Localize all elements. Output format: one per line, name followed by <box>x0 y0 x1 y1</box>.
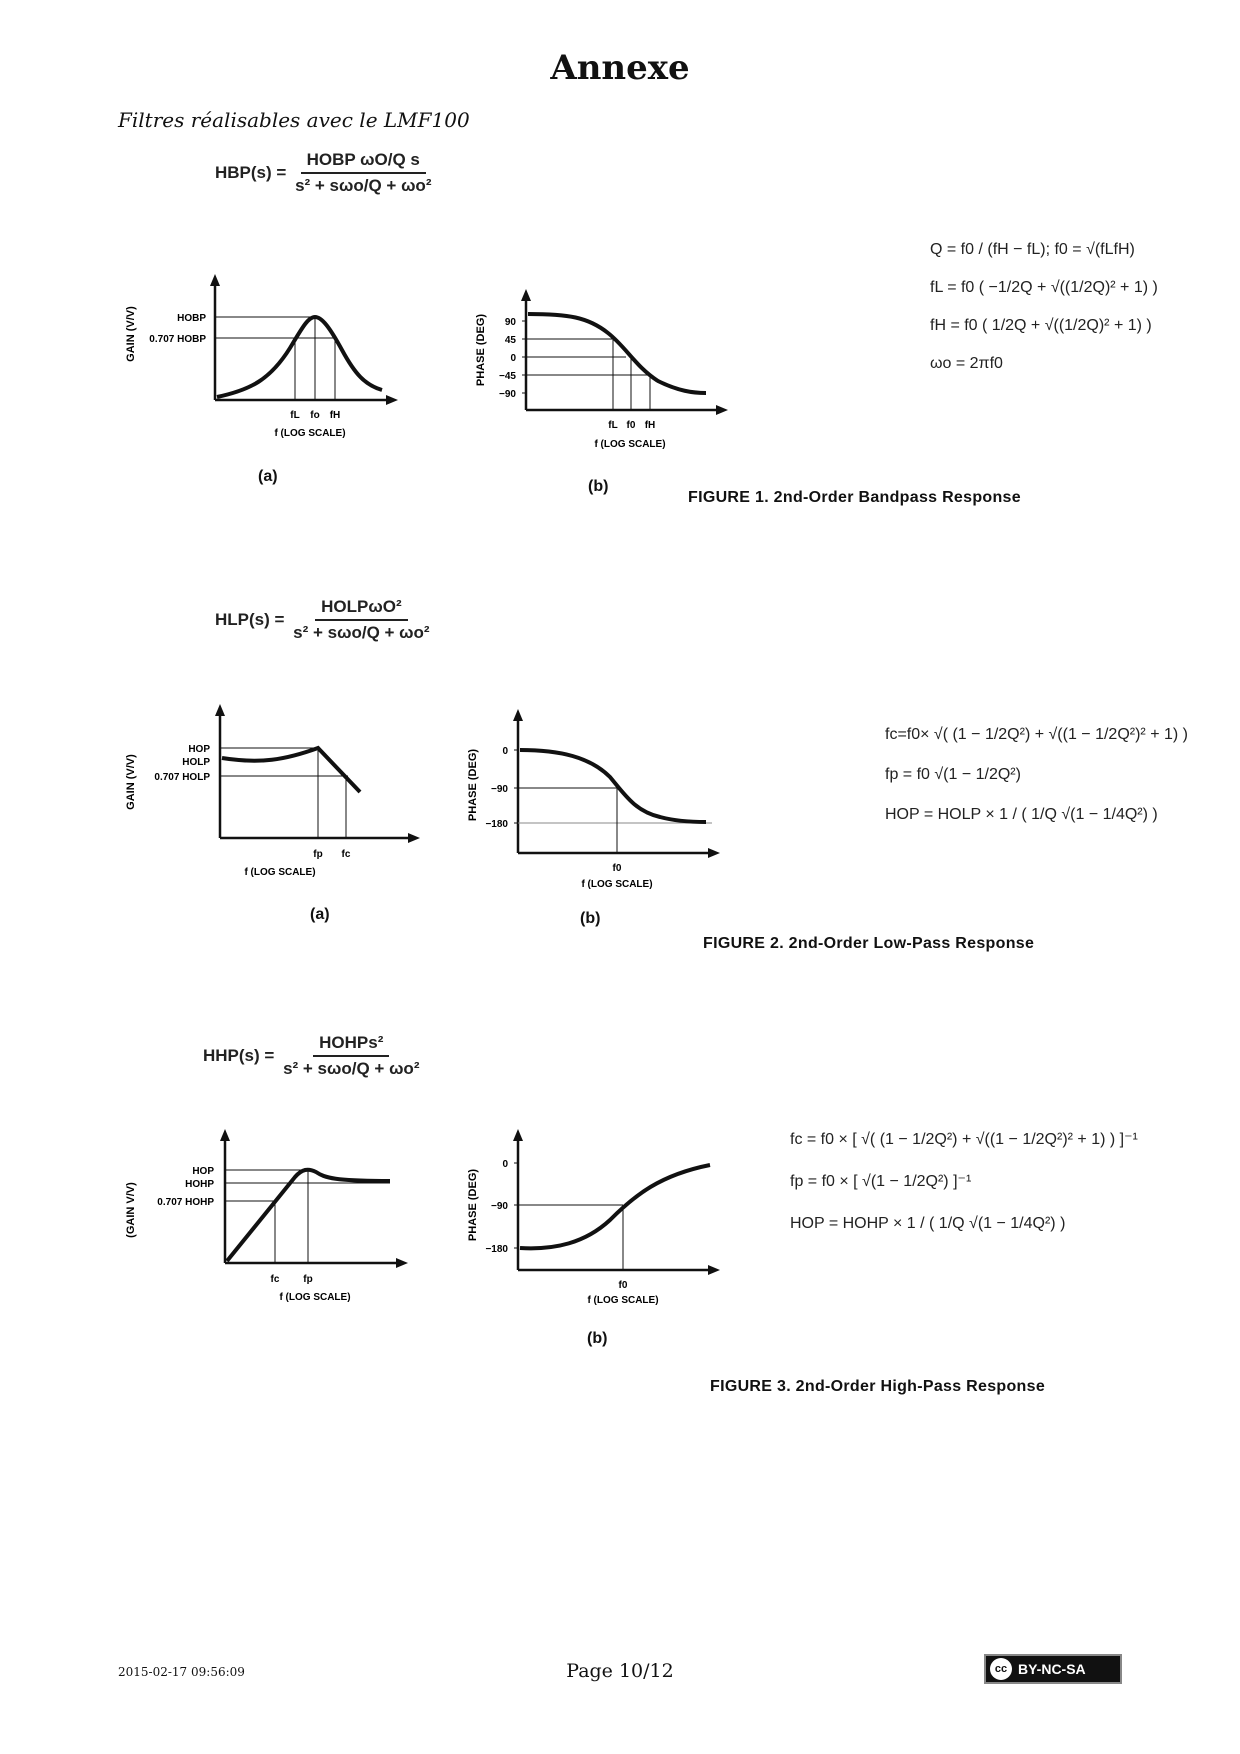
footer-page-number: Page 10/12 <box>566 1660 674 1682</box>
fig2-tf-numerator: HOLPωO² <box>315 597 407 621</box>
fig2-phase-y-arrow <box>513 709 523 721</box>
fig2-gain-x-arrow <box>408 833 420 843</box>
fig3-gain-ylabel: (GAIN V/V) <box>125 1182 137 1238</box>
fig3-gain-fc-label: fc <box>270 1274 280 1285</box>
fig3-phase-x-arrow <box>708 1265 720 1275</box>
fig3-eq-fp: fp = f0 × [ √(1 − 1/2Q²) ]⁻¹ <box>790 1173 972 1190</box>
fig1-phase-fl-label: fL <box>608 420 618 431</box>
fig3-gain-hohp-label: HOHP <box>185 1179 214 1190</box>
fig2-eq-fp: fp = f0 √(1 − 1/2Q²) <box>885 766 1021 783</box>
fig2-tf-denominator: s² + sωo/Q + ωo² <box>293 623 430 642</box>
fig3-tf-numerator: HOHPs² <box>313 1033 389 1057</box>
fig1-gain-fo-label: fo <box>310 410 320 421</box>
fig1-phase-chart <box>468 285 738 460</box>
fig2-gain-curve <box>222 748 360 792</box>
fig1-phase-y-arrow <box>521 289 531 301</box>
fig3-phase-xlabel: f (LOG SCALE) <box>587 1295 659 1306</box>
fig3-phase-ylabel: PHASE (DEG) <box>467 1168 479 1242</box>
fig3-phase-f0-label: f0 <box>618 1280 628 1291</box>
fig3-gain-fp-label: fp <box>303 1274 313 1285</box>
fig1-phase-fh-label: fH <box>644 420 656 431</box>
fig1-tf-numerator: HOBP ωO/Q s <box>301 150 426 174</box>
fig2-eq-hop: HOP = HOLP × 1 / ( 1/Q √(1 − 1/4Q²) ) <box>885 806 1158 823</box>
fig1-gain-curve <box>217 317 382 397</box>
license-badge[interactable] <box>984 1654 1122 1684</box>
fig2-phase-f0-label: f0 <box>612 863 622 874</box>
fig3-caption: FIGURE 3. 2nd-Order High-Pass Response <box>710 1378 1046 1395</box>
fig2-panel-b: (b) <box>580 910 601 927</box>
fig2-phase-ylabel: PHASE (DEG) <box>467 748 479 822</box>
fig1-phase-f0-label: f0 <box>626 420 636 431</box>
fig3-gain-chart <box>120 1125 420 1310</box>
fig3-eq-fc: fc = f0 × [ √( (1 − 1/2Q²) + √((1 − 1/2Q²)² + 1) ) ]⁻¹ <box>790 1131 1138 1148</box>
fig1-phase-ylabel: PHASE (DEG) <box>475 313 487 387</box>
fig1-eq-fh: fH = f0 ( 1/2Q + √((1/2Q)² + 1) ) <box>930 317 1152 334</box>
fig2-gain-fc-label: fc <box>341 849 351 860</box>
fig1-eq-fl: fL = f0 ( −1/2Q + √((1/2Q)² + 1) ) <box>930 279 1158 296</box>
fig1-gain-0707-label: 0.707 HOBP <box>149 334 206 345</box>
fig2-eq-fc: fc=f0× √( (1 − 1/2Q²) + √((1 − 1/2Q²)² + 1) ) <box>885 726 1188 743</box>
fig3-gain-0707-label: 0.707 HOHP <box>157 1197 214 1208</box>
fig1-phase-ticks <box>499 317 526 400</box>
fig1-panel-b: (b) <box>588 478 609 495</box>
phase-tick-label: 0 <box>510 353 516 364</box>
phase-tick-label: −90 <box>499 389 516 400</box>
fig1-phase-curve <box>528 314 706 393</box>
fig2-gain-chart <box>120 700 430 885</box>
phase-tick-label: −180 <box>485 819 508 830</box>
fig2-gain-hop-label: HOP <box>188 744 210 755</box>
fig2-phase-ticks <box>485 746 518 830</box>
fig3-phase-ticks <box>485 1159 518 1255</box>
fig2-gain-fp-label: fp <box>313 849 323 860</box>
phase-tick-label: −90 <box>491 1201 508 1212</box>
phase-tick-label: 90 <box>504 317 516 328</box>
fig1-equations <box>930 240 1158 374</box>
fig1-gain-xlabel: f (LOG SCALE) <box>274 428 346 439</box>
fig1-eq-q: Q = f0 / (fH − fL); f0 = √(fLfH) <box>930 241 1135 258</box>
fig2-caption: FIGURE 2. 2nd-Order Low-Pass Response <box>703 935 1035 952</box>
fig1-eq-wo: ωo = 2πf0 <box>930 355 1003 372</box>
fig3-equations <box>790 1130 1138 1234</box>
fig2-gain-xlabel: f (LOG SCALE) <box>244 867 316 878</box>
fig1-gain-fl-label: fL <box>290 410 300 421</box>
fig1-gain-hobp-label: HOBP <box>177 313 206 324</box>
fig3-gain-y-arrow <box>220 1129 230 1141</box>
fig2-phase-curve <box>520 750 706 822</box>
fig2-phase-x-arrow <box>708 848 720 858</box>
fig3-eq-hop: HOP = HOHP × 1 / ( 1/Q √(1 − 1/4Q²) ) <box>790 1215 1066 1232</box>
fig3-panel-b: (b) <box>587 1330 608 1347</box>
fig2-tf-lhs: HLP(s) = <box>215 610 285 629</box>
phase-tick-label: 45 <box>504 335 516 346</box>
fig1-gain-chart <box>120 270 410 445</box>
fig2-gain-holp-label: HOLP <box>182 757 210 768</box>
fig2-phase-xlabel: f (LOG SCALE) <box>581 879 653 890</box>
fig1-tf-lhs: HBP(s) = <box>215 163 287 182</box>
fig1-phase-xlabel: f (LOG SCALE) <box>594 439 666 450</box>
fig3-transfer-function <box>203 1033 423 1079</box>
fig1-panel-a: (a) <box>258 468 278 485</box>
fig2-panel-a: (a) <box>310 906 330 923</box>
page-subtitle: Filtres réalisables avec le LMF100 <box>118 108 470 132</box>
fig1-gain-fh-label: fH <box>329 410 341 421</box>
fig3-phase-y-arrow <box>513 1129 523 1141</box>
fig3-tf-denominator: s² + sωo/Q + ωo² <box>283 1059 420 1078</box>
phase-tick-label: 0 <box>502 746 508 757</box>
fig2-transfer-function <box>215 597 434 643</box>
phase-tick-label: −180 <box>485 1244 508 1255</box>
cc-icon: cc <box>990 1658 1012 1680</box>
fig1-gain-y-arrow <box>210 274 220 286</box>
fig1-tf-denominator: s² + sωo/Q + ωo² <box>295 176 432 195</box>
license-badge-label: BY-NC-SA <box>1018 1661 1086 1677</box>
fig2-phase-chart <box>460 705 730 895</box>
fig1-phase-x-arrow <box>716 405 728 415</box>
fig1-caption: FIGURE 1. 2nd-Order Bandpass Response <box>688 489 1021 506</box>
fig3-phase-chart <box>460 1125 730 1315</box>
fig1-gain-x-arrow <box>386 395 398 405</box>
fig3-gain-hop-label: HOP <box>192 1166 214 1177</box>
fig2-equations <box>885 725 1188 825</box>
fig2-gain-ylabel: GAIN (V/V) <box>125 754 137 810</box>
phase-tick-label: 0 <box>502 1159 508 1170</box>
phase-tick-label: −90 <box>491 784 508 795</box>
footer-date: 2015-02-17 09:56:09 <box>118 1665 245 1679</box>
fig2-gain-y-arrow <box>215 704 225 716</box>
fig3-phase-curve <box>520 1165 710 1248</box>
fig2-gain-0707-label: 0.707 HOLP <box>154 772 210 783</box>
fig1-gain-ylabel: GAIN (V/V) <box>125 306 137 362</box>
page-title: Annexe <box>550 48 690 88</box>
fig1-transfer-function <box>215 150 435 196</box>
fig3-gain-x-arrow <box>396 1258 408 1268</box>
fig3-gain-xlabel: f (LOG SCALE) <box>279 1292 351 1303</box>
fig3-tf-lhs: HHP(s) = <box>203 1046 275 1065</box>
phase-tick-label: −45 <box>499 371 516 382</box>
